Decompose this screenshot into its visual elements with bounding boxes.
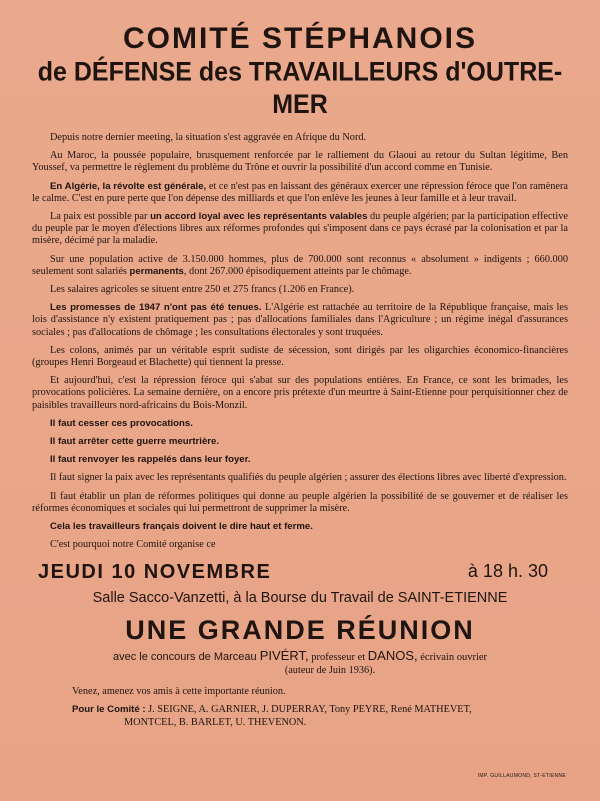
paragraph-algerie-text: et ce n'est pas en laissant des généraux exercer une répression féroce que l'on ramènera le calme. C'est en pure perte que l'on dépense des milliards et que l'on enlève les jeunes à leur famille et à leur travail. [32,180,568,204]
committee-members [72,703,568,729]
slogan-guerre: Il faut arrêter cette guerre meurtrière. [50,436,220,448]
paragraph-population [32,254,568,278]
paragraph-promesses-emphasis: Les promesses de 1947 n'ont pas été tenues. [50,302,262,314]
paragraph-salaires: Les salaires agricoles se situent entre 250 et 275 francs (1.206 en France). [50,284,355,296]
paragraph-maroc: Au Maroc, la poussée populaire, brusquement renforcée par le ralliement du Glaoui au retour du Sultan légitime, Ben Youssef, va permettre le règlement du problème du Trône et ouvrir la possibilité d'un accord comme en Tunisie. [32,150,568,174]
committee-title: COMITÉ STÉPHANOIS [122,22,478,55]
speaker-danos: DANOS, [367,648,418,664]
speakers-intro: avec le concours de Marceau [112,651,260,664]
committee-names-1: J. SEIGNE, A. GARNIER, J. DUPERRAY, Tony PEYRE, René MATHEVET, [145,704,472,716]
invitation-text: Venez, amenez vos amis à cette importante réunion. [72,686,286,698]
committee-members-line1 [72,703,568,716]
paragraph-algerie-emphasis: En Algérie, la révolte est générale, [50,180,207,192]
slogan-provocations: Il faut cesser ces provocations. [50,417,193,429]
speaker-danos-note: (auteur de Juin 1936). [284,665,376,677]
paragraph-paix-lead: La paix est possible par [50,211,151,223]
speaker-pivert: PIVÉRT, [259,648,309,664]
event-time: à 18 h. 30 [467,561,548,582]
paragraph-colons: Les colons, animés par un véritable esprit sudiste de sécession, sont dirigés par les oligarchies économico-financières (groupes Henri Borgeaud et Blachette) qui tiennent la presse. [32,344,568,369]
committee-label: Pour le Comité : [72,704,146,716]
paragraph-population-text: , dont 267.000 épisodiquement atteints par le chômage. [183,265,412,277]
paragraph-algerie [32,181,568,205]
event-venue: Salle Sacco-Vanzetti, à la Bourse du Travail de SAINT-ETIENNE [92,590,508,607]
committee-subtitle: de DÉFENSE des TRAVAILLEURS d'OUTRE-MER [37,56,563,120]
poster-body [32,132,568,551]
paragraph-population-lead: Sur une population active de 3.150.000 hommes, plus de 700.000 sont reconnus « absolument » indigents ; 660.000 seulement sont salariés [32,253,568,277]
paragraph-organise: C'est pourquoi notre Comité organise ce [50,539,216,551]
paragraph-paix [32,211,568,248]
paragraph-reformes: Il faut établir un plan de réformes politiques qui donne au peuple algérien la possibilité de se gouverner et de réaliser les réformes économiques et sociales qui lui permettront de supprimer la misère. [32,490,568,514]
slogan-travailleurs: Cela les travailleurs français doivent le dire haut et ferme. [50,521,313,533]
paragraph-signer-paix: Il faut signer la paix avec les représentants qualifiés du peuple algérien ; assurer des élections libres avec liberté d'expression. [50,472,567,484]
paragraph-paix-text: du peuple algérien; par la participation effective du peuple par le moyen d'élections libres aux réformes profondes qui s'imposent dans ce pays écrasé par la colonisation et par la misère, décimé par la maladie. [32,211,568,247]
paragraph-promesses [32,302,568,339]
event-date: JEUDI 10 NOVEMBRE [38,561,272,584]
paragraph-repression: Et aujourd'hui, c'est la répression féroce qui s'abat sur des populations entières. En France, ce sont les brimades, les provocations policières. La semaine dernière, on a encore pris prétexte d'un meurtre à Saint-Etienne pour perquisitionner chez de paisibles travailleurs nord-africains du Bois-Monzil. [32,375,568,411]
event-speakers [32,648,568,663]
printer-mark: IMP. GUILLAUMOND, ST-ETIENNE [477,773,566,779]
paragraph-intro: Depuis notre dernier meeting, la situation s'est aggravée en Afrique du Nord. [50,132,367,143]
event-headline: UNE GRANDE RÉUNION [125,615,475,646]
event-date-line [32,561,568,584]
paragraph-promesses-text: L'Algérie est rattachée au territoire de la République française, mais les lois d'assistance n'y existent pratiquement pas ; pas d'allocations familiales dans l'Agriculture ; un régime inégal d'assurances sociales ; pas d'allocations de chômage ; les consultations électorales y sont truquées. [32,302,568,338]
speaker-danos-role: écrivain ouvrier [417,652,488,664]
paragraph-population-emphasis: permanents [129,265,184,277]
committee-members-line2: MONTCEL, B. BARLET, U. THEVENON. [124,717,307,729]
slogan-rappeles: Il faut renvoyer les rappelés dans leur foyer. [50,454,251,466]
speaker-pivert-role: professeur et [308,652,368,664]
paragraph-paix-emphasis: un accord loyal avec les représentants valables [150,211,368,223]
